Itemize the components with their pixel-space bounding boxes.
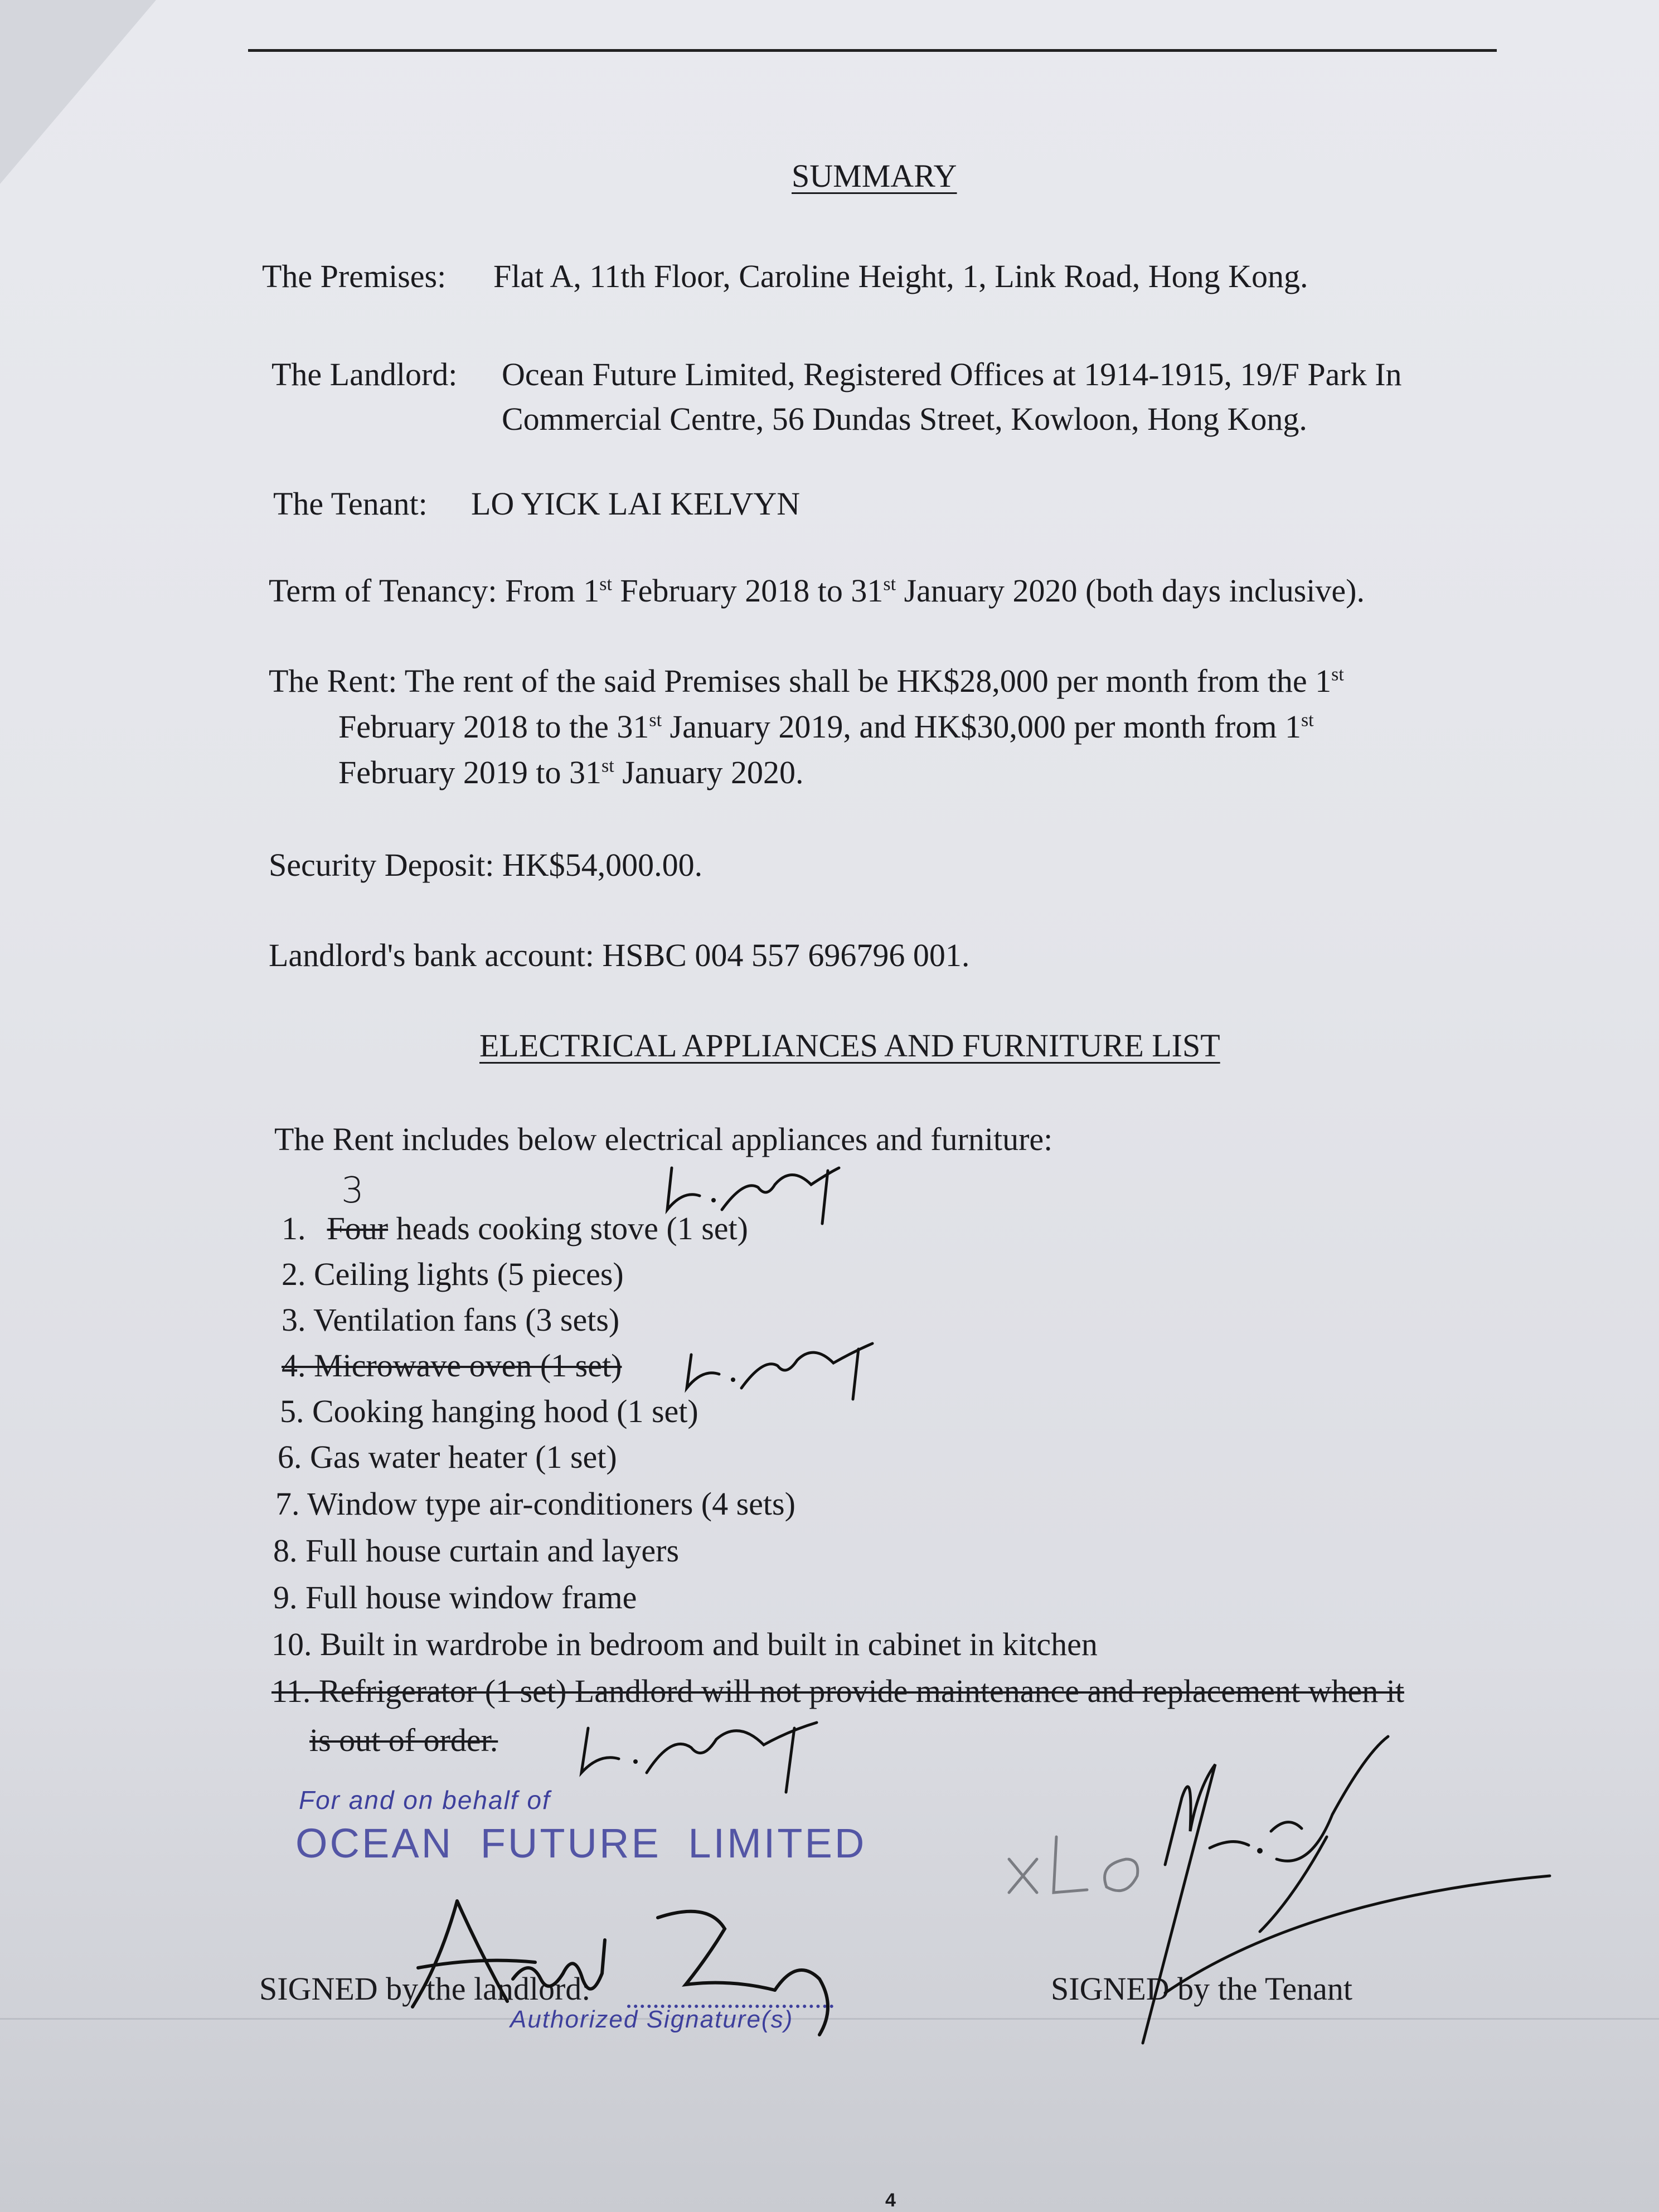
tenant-label: The Tenant: xyxy=(273,486,428,522)
rent-text-part: January 2019, and HK$30,000 per month from 1 xyxy=(662,709,1301,745)
tenant-line xyxy=(273,484,800,524)
rent-line2 xyxy=(338,707,1314,747)
top-rule xyxy=(248,49,1497,52)
list-item-5: 5. Cooking hanging hood (1 set) xyxy=(280,1393,698,1429)
stamp-authorized-signature: Authorized Signature(s) xyxy=(510,2006,794,2033)
landlord-signature xyxy=(396,1895,853,2040)
bank-account: Landlord's bank account: HSBC 004 557 696796 001. xyxy=(269,937,970,973)
landlord-signed-label: SIGNED by the landlord: xyxy=(259,1971,591,2007)
handwritten-correction: 3 xyxy=(341,1170,364,1211)
list-item-number: 1. xyxy=(282,1210,306,1246)
list-item-2: 2. Ceiling lights (5 pieces) xyxy=(282,1256,624,1292)
premises-line xyxy=(262,256,1308,297)
ordinal-suffix: st xyxy=(649,710,662,731)
tenant-value: LO YICK LAI KELVYN xyxy=(471,486,801,522)
list-item-10: 10. Built in wardrobe in bedroom and built in cabinet in kitchen xyxy=(271,1626,1098,1662)
ordinal-suffix: st xyxy=(1331,664,1344,685)
tenant-signed-label: SIGNED by the Tenant xyxy=(1051,1971,1352,2007)
security-deposit: Security Deposit: HK$54,000.00. xyxy=(269,847,703,883)
page-number: 4 xyxy=(885,2190,896,2211)
term-text-part: Term of Tenancy: From 1 xyxy=(269,573,600,609)
list-item-4: 4. Microwave oven (1 set) xyxy=(282,1347,622,1384)
appliances-heading: ELECTRICAL APPLIANCES AND FURNITURE LIST xyxy=(479,1027,1220,1064)
term-text-part: February 2018 to 31 xyxy=(612,573,884,609)
initials-mark xyxy=(661,1157,845,1229)
landlord-line xyxy=(271,355,1402,395)
premises-value: Flat A, 11th Floor, Caroline Height, 1, Link Road, Hong Kong. xyxy=(493,258,1308,294)
rent-text-part: February 2018 to the 31 xyxy=(338,709,649,745)
list-item-7: 7. Window type air-conditioners (4 sets) xyxy=(275,1486,795,1522)
landlord-value-line1: Ocean Future Limited, Registered Offices at 1914-1915, 19/F Park In xyxy=(502,356,1402,392)
list-item-11: 11. Refrigerator (1 set) Landlord will not provide maintenance and replacement when it xyxy=(271,1673,1404,1709)
tenant-signature xyxy=(998,1731,1555,2043)
rent-line3 xyxy=(338,753,804,793)
landlord-label: The Landlord: xyxy=(271,356,458,392)
stamp-behalf-line: For and on behalf of xyxy=(299,1786,551,1815)
term-text-part: January 2020 (both days inclusive). xyxy=(896,573,1365,609)
initials-mark xyxy=(571,1714,828,1798)
folded-corner xyxy=(0,0,156,184)
premises-label: The Premises: xyxy=(262,258,447,294)
rent-text-part: The Rent: The rent of the said Premises shall be HK$28,000 per month from the 1 xyxy=(269,663,1332,699)
rent-text-part: January 2020. xyxy=(614,754,804,790)
landlord-value-line2: Commercial Centre, 56 Dundas Street, Kowloon, Hong Kong. xyxy=(502,401,1307,437)
list-item-3: 3. Ventilation fans (3 sets) xyxy=(282,1302,620,1338)
ordinal-suffix: st xyxy=(599,574,612,595)
stamp-company-name: OCEAN FUTURE LIMITED xyxy=(295,1820,867,1866)
summary-heading: SUMMARY xyxy=(792,158,957,194)
list-item-text: heads cooking stove (1 set) xyxy=(388,1210,748,1246)
appliances-intro: The Rent includes below electrical appliances and furniture: xyxy=(274,1121,1053,1157)
term-of-tenancy xyxy=(269,571,1365,611)
initials-mark xyxy=(680,1335,881,1408)
ordinal-suffix: st xyxy=(883,574,896,595)
rent-text-part: February 2019 to 31 xyxy=(338,754,601,790)
rent-line1 xyxy=(269,661,1344,701)
list-item-9: 9. Full house window frame xyxy=(273,1579,637,1616)
struck-word: Four xyxy=(327,1210,389,1246)
ordinal-suffix: st xyxy=(1301,710,1314,731)
ordinal-suffix: st xyxy=(601,755,614,777)
list-item-11-continued: is out of order. xyxy=(309,1722,498,1758)
list-item-8: 8. Full house curtain and layers xyxy=(273,1532,680,1569)
list-item-6: 6. Gas water heater (1 set) xyxy=(278,1439,617,1475)
